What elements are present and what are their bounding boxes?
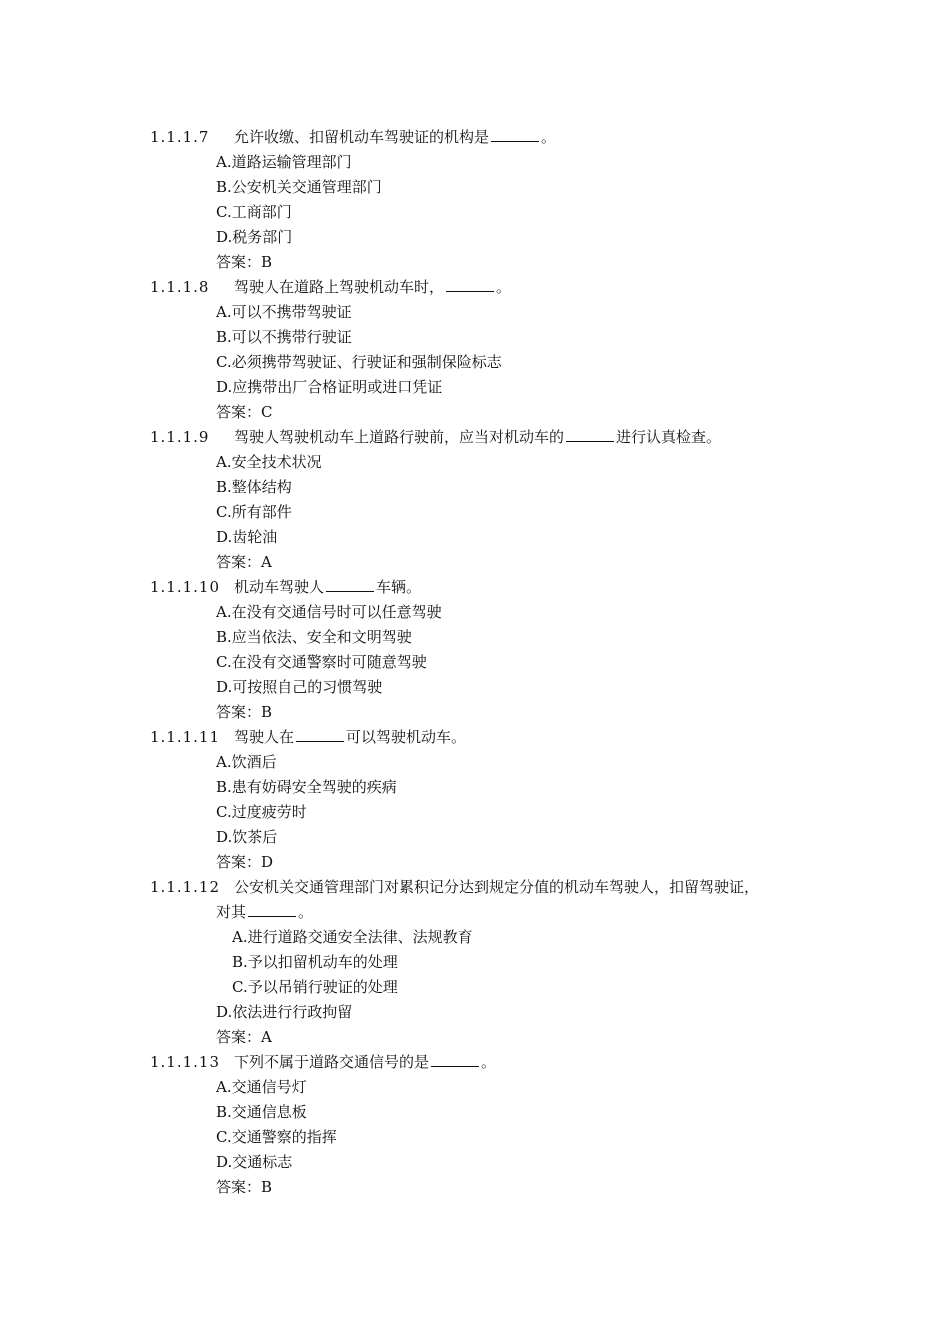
stem-text: 机动车驾驶人 — [234, 578, 325, 596]
option-b: B.公安机关交通管理部门 — [216, 178, 382, 196]
option-a: A.在没有交通信号时可以任意驾驶 — [216, 603, 442, 621]
option-b: B.予以扣留机动车的处理 — [232, 953, 398, 971]
option-a: A.道路运输管理部门 — [216, 153, 352, 171]
answer-line: 答案：D — [216, 853, 274, 871]
question-number: 1.1.1.8 — [150, 278, 210, 296]
stem-text: 驾驶人在 — [234, 728, 295, 746]
answer-blank — [296, 727, 344, 742]
option-b: B.交通信息板 — [216, 1103, 307, 1121]
stem-text: 可以驾驶机动车。 — [346, 728, 467, 746]
option-c: C.在没有交通警察时可随意驾驶 — [216, 653, 427, 671]
stem-text: 公安机关交通管理部门对累积记分达到规定分值的机动车驾驶人，扣留驾驶证， — [234, 878, 760, 896]
question-number: 1.1.1.12 — [150, 878, 221, 896]
answer-line: 答案：B — [216, 703, 273, 721]
option-d: D.税务部门 — [216, 228, 293, 246]
option-c: C.所有部件 — [216, 503, 292, 521]
option-d: D.应携带出厂合格证明或进口凭证 — [216, 378, 443, 396]
option-b: B.可以不携带行驶证 — [216, 328, 352, 346]
stem-text: 驾驶人驾驶机动车上道路行驶前，应当对机动车的 — [234, 428, 565, 446]
answer-line: 答案：B — [216, 1178, 273, 1196]
question-number: 1.1.1.10 — [150, 578, 221, 596]
question-stem — [150, 877, 830, 902]
option-a: A.饮酒后 — [216, 753, 277, 771]
question-stem — [150, 127, 830, 152]
option-a: A.可以不携带驾驶证 — [216, 303, 352, 321]
question-stem — [150, 1052, 830, 1077]
answer-line: 答案：C — [216, 403, 273, 421]
question-number: 1.1.1.13 — [150, 1053, 221, 1071]
stem-text: 进行认真检查。 — [616, 428, 722, 446]
answer-blank — [491, 127, 539, 142]
question-number: 1.1.1.11 — [150, 728, 221, 746]
option-d: D.可按照自己的习惯驾驶 — [216, 678, 383, 696]
answer-blank — [326, 577, 374, 592]
stem-text: 。 — [481, 1053, 497, 1071]
question-stem-continuation — [150, 902, 830, 927]
answer-line: 答案：B — [216, 253, 273, 271]
option-b: B.整体结构 — [216, 478, 292, 496]
option-b: B.患有妨碍安全驾驶的疾病 — [216, 778, 397, 796]
option-d: D.齿轮油 — [216, 528, 278, 546]
answer-blank — [446, 277, 494, 292]
option-c: C.必须携带驾驶证、行驶证和强制保险标志 — [216, 353, 502, 371]
option-c: C.予以吊销行驶证的处理 — [232, 978, 398, 996]
option-a: A.安全技术状况 — [216, 453, 322, 471]
question-number: 1.1.1.7 — [150, 128, 210, 146]
stem-text: 。 — [298, 903, 314, 921]
option-d: D.饮茶后 — [216, 828, 278, 846]
question-stem — [150, 727, 830, 752]
option-c: C.交通警察的指挥 — [216, 1128, 337, 1146]
document-page — [150, 127, 830, 1202]
answer-line: 答案：A — [216, 1028, 272, 1046]
question-stem — [150, 427, 830, 452]
option-c: C.过度疲劳时 — [216, 803, 307, 821]
stem-text: 下列不属于道路交通信号的是 — [234, 1053, 430, 1071]
answer-blank — [566, 427, 614, 442]
question-stem — [150, 277, 830, 302]
option-c: C.工商部门 — [216, 203, 292, 221]
answer-blank — [431, 1052, 479, 1067]
option-d: D.依法进行行政拘留 — [216, 1003, 353, 1021]
stem-text: 。 — [541, 128, 557, 146]
stem-text: 车辆。 — [376, 578, 422, 596]
option-a: A.交通信号灯 — [216, 1078, 307, 1096]
option-b: B.应当依法、安全和文明驾驶 — [216, 628, 412, 646]
stem-text: 驾驶人在道路上驾驶机动车时， — [234, 278, 445, 296]
answer-blank — [248, 902, 296, 917]
question-number: 1.1.1.9 — [150, 428, 210, 446]
stem-text: 对其 — [216, 903, 247, 921]
stem-text: 允许收缴、扣留机动车驾驶证的机构是 — [234, 128, 490, 146]
stem-text: 。 — [496, 278, 512, 296]
option-a: A.进行道路交通安全法律、法规教育 — [232, 928, 473, 946]
question-stem — [150, 577, 830, 602]
option-d: D.交通标志 — [216, 1153, 293, 1171]
answer-line: 答案：A — [216, 553, 272, 571]
